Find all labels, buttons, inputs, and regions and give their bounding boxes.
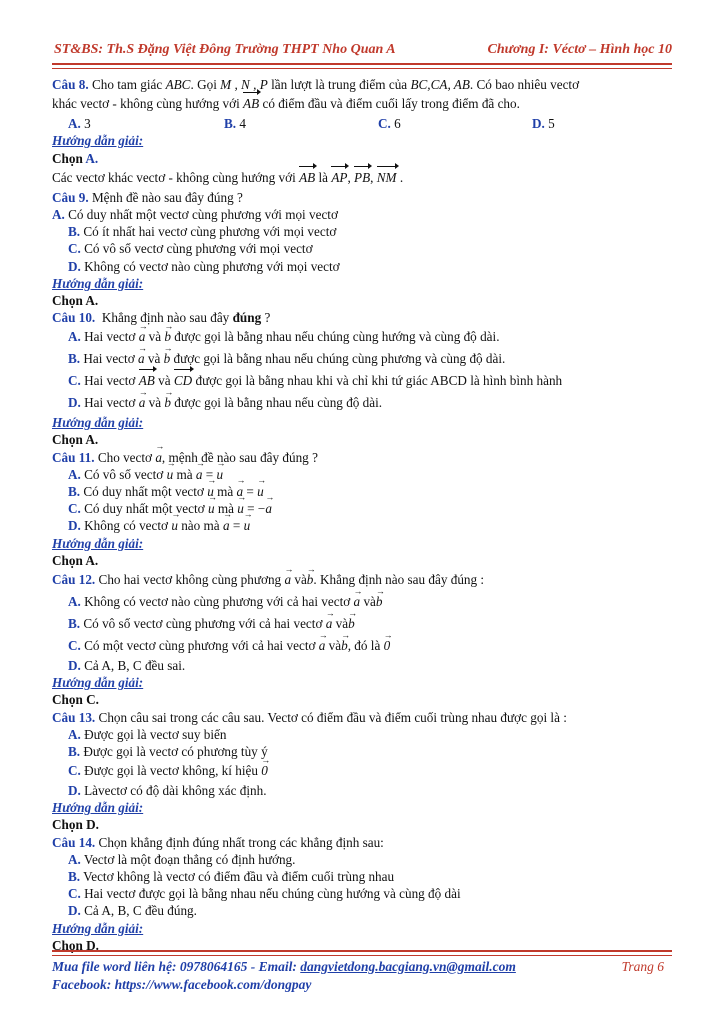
option-value: Có duy nhất một vectơ cùng phương với mọi vectơ [68, 206, 338, 222]
option-key: B. [68, 484, 81, 499]
vector-ab: AB [139, 370, 155, 392]
q9-text: Mệnh đề nào sau đây đúng ? [91, 189, 243, 205]
option-text: được gọi là bằng nhau khi và chỉ khi tứ giác ABCD là hình bình hành [195, 373, 563, 389]
q12-text: . Khẳng định nào sau đây đúng : [313, 571, 485, 587]
vector-nm: NM [377, 167, 397, 189]
option-text: Có duy nhất một vectơ [84, 501, 205, 517]
option-text: và [148, 395, 162, 411]
page-number: Trang 6 [621, 959, 664, 974]
option-key: B. [224, 116, 237, 132]
option-key: B. [68, 743, 81, 759]
option-key: D. [68, 657, 81, 673]
q12-option-a[interactable] [52, 591, 672, 613]
option-text: và [328, 637, 342, 653]
vector-b: b → [341, 635, 348, 657]
option-text: Hai vectơ [84, 395, 136, 411]
option-key: D. [532, 116, 545, 132]
page-content [52, 76, 672, 954]
explanation-text: . [399, 169, 404, 185]
option-text: Có một vectơ cùng phương với cả hai vectơ [84, 637, 316, 653]
vector-cd: CD [174, 370, 192, 392]
footer-contact [52, 958, 672, 976]
q8-option-c[interactable] [378, 115, 401, 132]
q12-guide: Hướng dẫn giải: [52, 675, 144, 691]
vector-a: a → [155, 449, 162, 466]
option-text: = [246, 484, 254, 499]
q9-stem [52, 189, 672, 206]
header-rule [52, 63, 672, 69]
page-header [52, 42, 672, 62]
option-text: và [158, 373, 171, 389]
vector-ab: AB [243, 93, 259, 115]
explanation-text: Các vectơ khác vectơ - không cùng hướng với [52, 169, 296, 185]
option-text: mà [176, 466, 193, 482]
q11-option-a[interactable] [52, 466, 672, 483]
option-text: Không có vectơ nào cùng phương với cả hai vectơ [84, 593, 351, 609]
option-text: được gọi là bằng nhau nếu chúng cùng hướng và cùng độ dài. [174, 329, 500, 345]
vector-u: u → [167, 466, 174, 483]
q14-stem [52, 834, 672, 851]
q8-guide: Hướng dẫn giải: [52, 133, 144, 149]
option-key: C. [68, 886, 81, 902]
option-key: B. [68, 615, 81, 631]
vector-a: a → [284, 569, 291, 591]
zero-vector: 0 → [384, 635, 391, 657]
q14-option-a[interactable] [52, 851, 672, 868]
option-key: A. [68, 466, 81, 482]
q9-answer: Chọn A. [52, 292, 99, 308]
option-key: D. [68, 395, 81, 411]
q8-text: có điểm đầu và điểm cuối lấy trong điểm đã cho. [262, 96, 520, 112]
option-value: Vectơ là một đoạn thẳng có định hướng. [83, 851, 296, 867]
option-text: được gọi là bằng nhau nếu cùng độ dài. [174, 395, 383, 411]
option-key: A. [52, 206, 65, 222]
q11-text: , mệnh đề nào sau đây đúng ? [161, 449, 318, 465]
option-text: nào mà [181, 518, 220, 534]
q11-guide: Hướng dẫn giải: [52, 535, 144, 551]
vector-b: b → [376, 591, 383, 613]
option-value: Không có vectơ nào cùng phương với mọi vectơ [84, 258, 340, 274]
vector-a: a → [138, 348, 145, 370]
q12-answer: Chọn C. [52, 692, 99, 708]
q10-answer: Chọn A. [52, 432, 99, 448]
vector-b: b → [164, 326, 171, 348]
vector-u: u → [171, 517, 178, 534]
option-text: Có vô số vectơ cùng phương với cả hai vectơ [83, 615, 323, 631]
option-text: và [147, 351, 161, 367]
option-value: Được gọi là vectơ có phương tùy ý [83, 743, 268, 759]
q11-option-d[interactable] [52, 517, 672, 534]
option-value: Hai vectơ được gọi là bằng nhau nếu chúng cùng hướng và cùng độ dài [84, 886, 461, 902]
header-left: ST&BS: Th.S Đặng Việt Đông Trường THPT Nho Quan A [54, 42, 396, 57]
option-key: C. [68, 637, 81, 653]
option-key: B. [68, 351, 81, 367]
option-key: C. [68, 763, 81, 779]
q13-guide: Hướng dẫn giải: [52, 800, 144, 816]
q8-explanation: Các vectơ khác vectơ - không cùng hướng với AB là AP, PB, NM . [52, 167, 672, 189]
q13-answer: Chọn D. [52, 817, 99, 833]
option-text: Có duy nhất một vectơ [83, 484, 204, 499]
vector-a: a → [326, 613, 333, 635]
q8-math: M , N , P [220, 77, 268, 92]
q14-label: Câu 14. [52, 834, 96, 850]
vector-a: a → [139, 326, 146, 348]
q8-stem-line2 [52, 93, 672, 115]
q14-option-d[interactable] [52, 902, 672, 919]
q8-text: . Gọi [190, 77, 217, 92]
option-text: Không có vectơ [84, 518, 169, 534]
option-text: và [363, 593, 376, 609]
header-right: Chương I: Véctơ – Hình học 10 [487, 42, 672, 57]
option-value: 4 [239, 116, 246, 132]
email-link[interactable]: dangvietdong.bacgiang.vn@gmail.com [300, 959, 516, 974]
footer-rule [52, 950, 672, 956]
option-value: Vectơ không là vectơ có điểm đầu và điểm cuối trùng nhau [83, 869, 395, 884]
option-key: C. [68, 373, 81, 389]
zero-vector: 0 → [261, 760, 268, 782]
option-value: Cả A, B, C đều đúng. [84, 903, 197, 919]
vector-u: u → [208, 500, 215, 517]
q12-option-d[interactable] [52, 657, 672, 674]
q10-option-b[interactable] [52, 348, 672, 370]
q11-text: Cho vectơ [97, 449, 153, 465]
q13-stem [52, 709, 672, 726]
q11-option-c[interactable] [52, 500, 672, 517]
vector-u: u → [244, 517, 251, 534]
q8-option-b[interactable] [224, 115, 246, 132]
q9-guide: Hướng dẫn giải: [52, 275, 144, 291]
q8-text: khác vectơ - không cùng hướng với [52, 96, 240, 112]
option-key: C. [378, 116, 391, 132]
option-key: A. [68, 116, 81, 132]
q13-option-c[interactable] [52, 760, 672, 782]
q8-option-a[interactable] [68, 115, 91, 132]
option-text: = [205, 466, 214, 482]
q8-text: lần lượt là trung điểm của [271, 77, 408, 92]
option-key: D. [68, 783, 81, 799]
q13-label: Câu 13. [52, 709, 96, 725]
option-key: D. [68, 518, 81, 534]
q8-stem [52, 76, 672, 93]
vector-a: a → [237, 483, 244, 500]
q14-text: Chọn khẳng định đúng nhất trong các khẳng định sau: [98, 834, 384, 850]
q8-option-d[interactable] [532, 115, 555, 132]
option-key: D. [68, 258, 81, 274]
option-key: A. [68, 851, 81, 867]
option-value: Được gọi là vectơ suy biến [84, 726, 227, 742]
vector-b: b → [307, 569, 314, 591]
q13-option-d[interactable] [52, 782, 672, 799]
option-value: 3 [84, 116, 91, 132]
option-key: D. [68, 903, 81, 919]
q9-option-a[interactable] [52, 206, 672, 223]
option-text: , đó là [347, 637, 381, 653]
q12-text: Cho hai vectơ không cùng phương [98, 571, 282, 587]
option-text: Hai vectơ [84, 373, 136, 389]
q9-option-b[interactable] [52, 223, 672, 240]
vector-u: u → [237, 500, 244, 517]
vector-b: b → [164, 348, 171, 370]
q12-text: và [294, 571, 307, 587]
q8-math: BC,CA, AB [410, 77, 470, 92]
q10-text: ? [264, 310, 271, 326]
q14-answer: Chọn D. [52, 937, 99, 953]
q12-label: Câu 12. [52, 571, 96, 587]
q9-option-d[interactable] [52, 258, 672, 275]
vector-a: a → [139, 392, 146, 414]
page-footer [52, 958, 672, 994]
vector-u: u → [207, 483, 214, 500]
q10-emphasis: đúng [232, 310, 262, 326]
answer-label: Chọn [52, 150, 83, 166]
vector-a: a → [319, 635, 326, 657]
option-key: C. [68, 501, 81, 517]
option-value: Có vô số vectơ cùng phương với mọi vectơ [84, 241, 313, 257]
option-key: C. [68, 241, 81, 257]
q8-answer [52, 150, 672, 167]
option-key: B. [68, 869, 81, 884]
option-text: = − [247, 501, 266, 517]
option-value: Làvectơ có độ dài không xác định. [84, 783, 267, 799]
q8-text: Cho tam giác [91, 77, 163, 92]
option-text: Hai vectơ [84, 329, 136, 345]
q11-option-b[interactable] [52, 483, 672, 500]
q9-option-c[interactable] [52, 240, 672, 257]
vector-a: a → [223, 517, 230, 534]
option-text: được gọi là bằng nhau nếu chúng cùng phương và cùng độ dài. [173, 351, 506, 367]
option-text: Hai vectơ [83, 351, 135, 367]
vector-a: a → [196, 466, 203, 483]
vector-b: b → [348, 613, 355, 635]
q13-option-b[interactable] [52, 743, 672, 760]
q11-answer: Chọn A. [52, 552, 99, 568]
q10-text: Khẳng định nào sau đây [101, 310, 230, 326]
q11-label: Câu 11. [52, 449, 95, 465]
option-text: mà [217, 484, 234, 499]
explanation-text: là [318, 169, 329, 185]
q14-option-c[interactable] [52, 885, 672, 902]
answer-value: A. [85, 150, 99, 166]
option-text: và [148, 329, 162, 345]
option-text: = [232, 518, 241, 534]
option-key: A. [68, 329, 81, 345]
vector-u: u → [217, 466, 224, 483]
vector-b: b → [164, 392, 171, 414]
q14-option-b[interactable] [52, 868, 672, 885]
option-key: A. [68, 726, 81, 742]
q12-option-b[interactable] [52, 613, 672, 635]
vector-ap: AP [331, 167, 347, 189]
vector-pb: PB [354, 167, 370, 189]
q10-guide: Hướng dẫn giải: [52, 415, 144, 431]
q14-guide: Hướng dẫn giải: [52, 920, 144, 936]
q13-option-a[interactable] [52, 726, 672, 743]
option-text: Cả A, B, C đều sai. [84, 657, 186, 673]
q10-option-d[interactable] [52, 392, 672, 414]
option-key: A. [68, 593, 81, 609]
option-value: 5 [548, 116, 555, 132]
q12-option-c[interactable] [52, 635, 672, 657]
option-text: Có vô số vectơ [84, 466, 164, 482]
q11-stem [52, 449, 672, 466]
q8-math: ABC [165, 77, 191, 92]
q10-label: Câu 10. [52, 310, 96, 326]
facebook-link[interactable]: Facebook: https://www.facebook.com/dongpay [52, 977, 312, 992]
vector-a: a → [265, 500, 272, 517]
option-key: B. [68, 224, 81, 240]
option-text: mà [217, 501, 234, 517]
q8-text: . Có bao nhiêu vectơ [469, 77, 580, 92]
vector-a: a → [354, 591, 361, 613]
q8-label: Câu 8. [52, 77, 89, 92]
q13-text: Chọn câu sai trong các câu sau. Vectơ có điểm đầu và điểm cuối trùng nhau được gọi là : [98, 709, 567, 725]
vector-ab: AB [299, 167, 315, 189]
option-value: Có ít nhất hai vectơ cùng phương với mọi vectơ [83, 224, 337, 240]
footer-contact-text: Mua file word liên hệ: 0978064165 - Email: [52, 959, 297, 974]
option-value: 6 [394, 116, 401, 132]
option-value: Được gọi là vectơ không, kí hiệu [84, 763, 258, 779]
vector-u: u → [257, 483, 264, 500]
option-text: và [335, 615, 349, 631]
q8-options [52, 115, 672, 132]
q9-label: Câu 9. [52, 189, 89, 205]
